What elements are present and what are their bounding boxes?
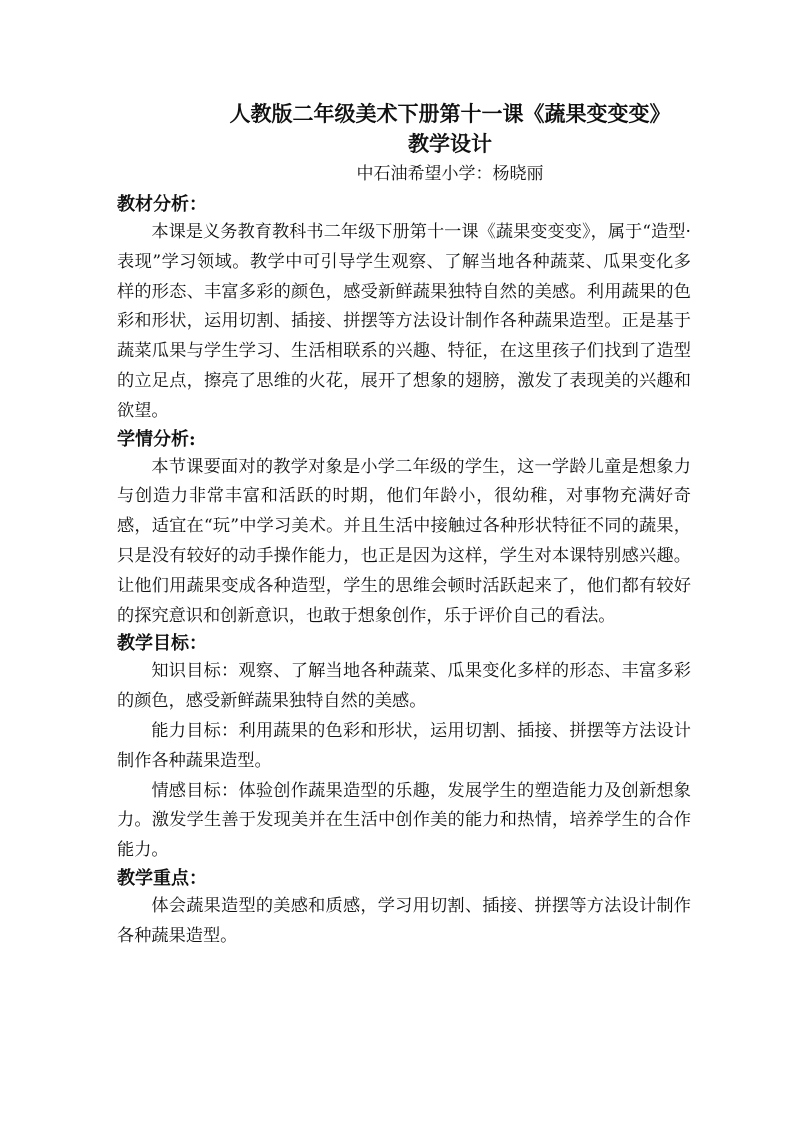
- document-body: [117, 192, 691, 952]
- document-subtitle: 教学设计: [408, 131, 492, 156]
- paragraph: 体会蔬果造型的美感和质感，学习用切割、插接、拼摆等方法设计制作各种蔬果造型。: [117, 895, 691, 946]
- section-student-analysis: [117, 427, 691, 632]
- author-line: 中石油希望小学：杨晓丽: [356, 164, 544, 184]
- paragraph: 知识目标：观察、了解当地各种蔬菜、瓜果变化多样的形态、丰富多彩的颜色，感受新鲜蔬果独特自然的美感。: [117, 661, 691, 712]
- section-heading: 教材分析：: [117, 194, 207, 215]
- section-teaching-goals: [117, 631, 691, 866]
- paragraph: 本课是义务教育教科书二年级下册第十一课《蔬果变变变》，属于“造型·表现”学习领域。教学中可引导学生观察、了解当地各种蔬菜、瓜果变化多样的形态、丰富多彩的颜色，感受新鲜蔬果独特自然的美感。利用蔬果的色彩和形状，运用切割、插接、拼摆等方法设计制作各种蔬果造型。正是基于蔬菜瓜果与学生学习、生活相联系的兴趣、特征，在这里孩子们找到了造型的立足点，擦亮了思维的火花，展开了想象的翅膀，激发了表现美的兴趣和欲望。: [117, 222, 691, 421]
- section-heading: 教学重点：: [117, 867, 207, 889]
- section-heading: 教学目标：: [117, 633, 207, 655]
- document-title: 人教版二年级美术下册第十一课《蔬果变变变》: [229, 101, 671, 126]
- section-heading: 学情分析:: [117, 428, 196, 450]
- paragraph: 能力目标：利用蔬果的色彩和形状，运用切割、插接、拼摆等方法设计制作各种蔬果造型。: [117, 720, 691, 771]
- section-teaching-focus: [117, 866, 691, 952]
- paragraph: 本节课要面对的教学对象是小学二年级的学生，这一学龄儿童是想象力与创造力非常丰富和活跃的时期，他们年龄小，很幼稚，对事物充满好奇感，适宜在“玩”中学习美术。并且生活中接触过各种形状特征不同的蔬果，只是没有较好的动手操作能力，也正是因为这样，学生对本课特别感兴趣。让他们用蔬果变成各种造型，学生的思维会顿时活跃起来了，他们都有较好的探究意识和创新意识，也敢于想象创作，乐于评价自己的看法。: [117, 456, 691, 626]
- paragraph: 情感目标：体验创作蔬果造型的乐趣，发展学生的塑造能力及创新想象力。激发学生善于发现美并在生活中创作美的能力和热情，培养学生的合作能力。: [117, 780, 691, 861]
- section-textbook-analysis: [117, 192, 691, 427]
